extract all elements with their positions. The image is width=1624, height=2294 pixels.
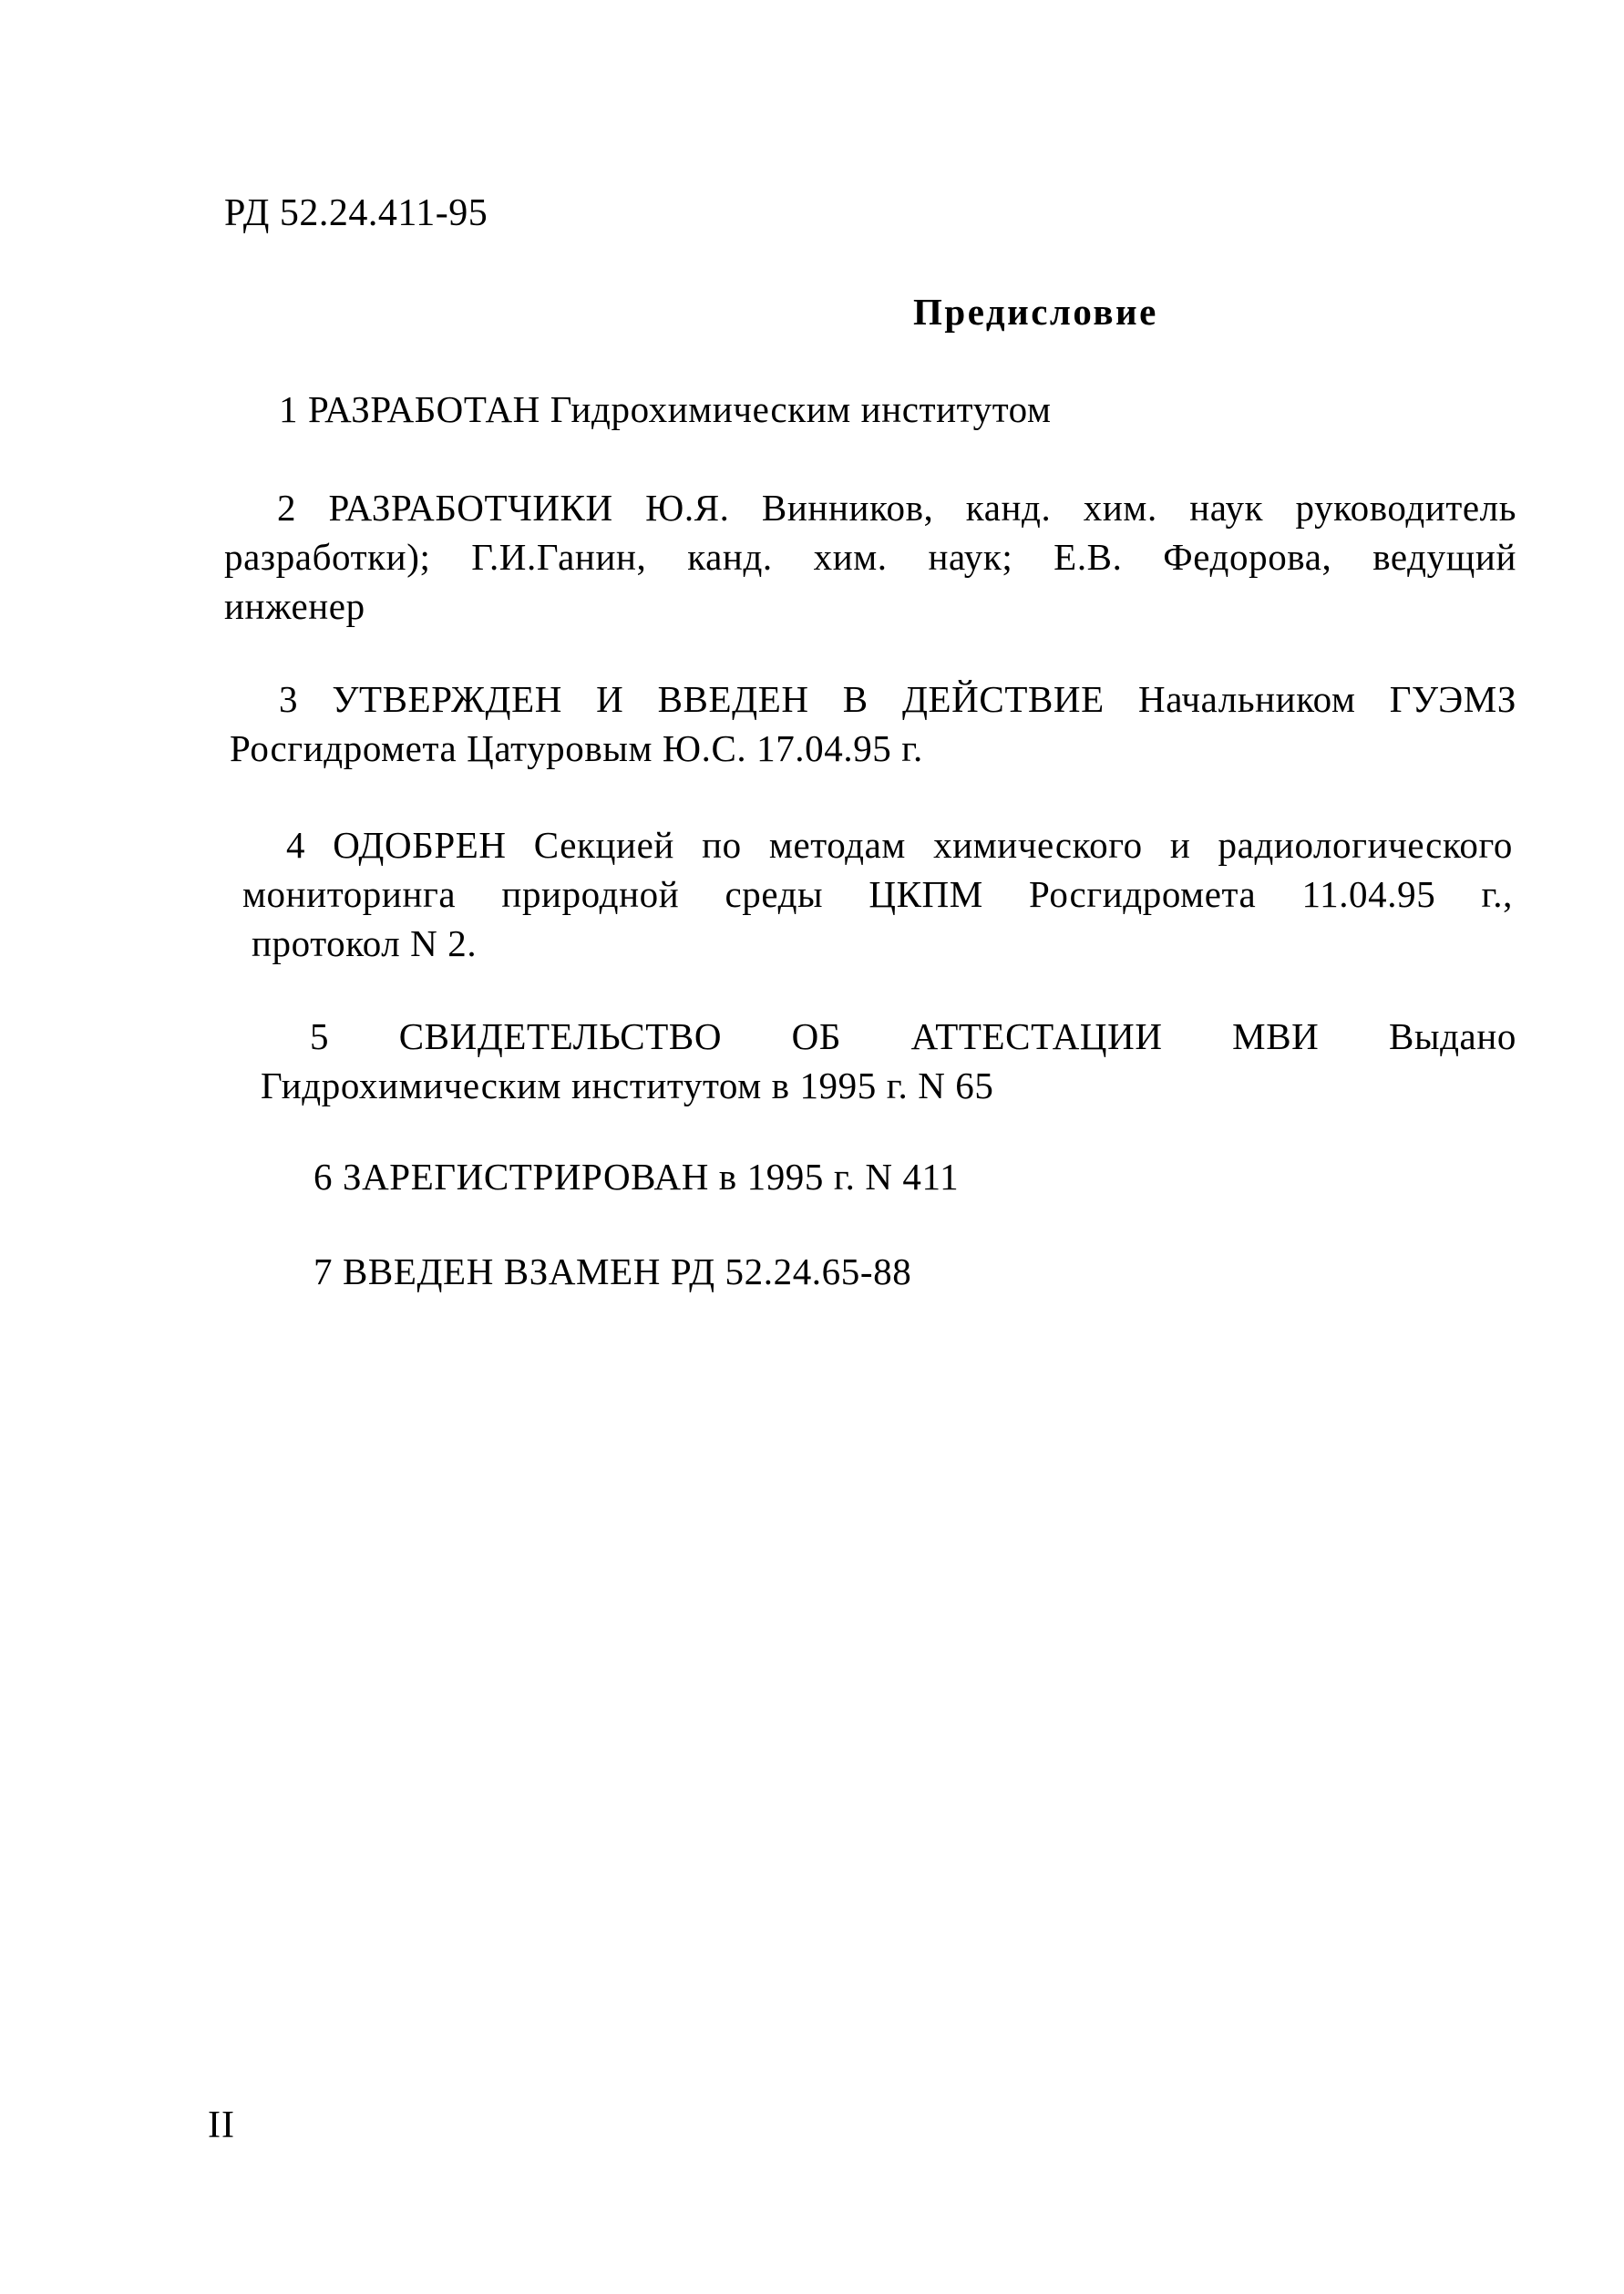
preface-item-4	[239, 820, 1513, 968]
preface-item-4-line-1: 4 ОДОБРЕН Секцией по методам химического и радиологического	[286, 824, 1513, 866]
preface-item-6-line-1: 6 ЗАРЕГИСТРИРОВАН в 1995 г. N 411	[313, 1156, 960, 1198]
preface-item-2-line-1: 2 РАЗРАБОТЧИКИ Ю.Я. Винников, канд. хим. наук руководитель	[277, 487, 1516, 529]
preface-item-3-line-1: 3 УТВЕРЖДЕН И ВВЕДЕН В ДЕЙСТВИЕ Начальником ГУЭМЗ	[279, 678, 1516, 720]
document-code: РД 52.24.411-95	[224, 192, 488, 234]
preface-item-5-line-2: Гидрохимическим институтом в 1995 г. N 65	[261, 1065, 994, 1106]
preface-item-1-line-1: 1 РАЗРАБОТАН Гидрохимическим институтом	[279, 388, 1052, 430]
page-number: II	[208, 2104, 235, 2146]
preface-item-2	[224, 483, 1516, 631]
preface-item-4-line-2: мониторинга природной среды ЦКПМ Росгидромета 11.04.95 г.,	[242, 873, 1513, 915]
preface-item-5	[261, 1012, 1516, 1110]
preface-item-6	[313, 1152, 1134, 1201]
preface-item-2-line-2: разработки); Г.И.Ганин, канд. хим. наук; Е.В. Федорова, ведущий	[224, 536, 1516, 578]
preface-item-5-line-1: 5 СВИДЕТЕЛЬСТВО ОБ АТТЕСТАЦИИ МВИ Выдано	[310, 1015, 1516, 1057]
preface-item-7	[313, 1247, 1134, 1296]
preface-item-3-line-2: Росгидромета Цатуровым Ю.С. 17.04.95 г.	[230, 727, 923, 769]
preface-item-2-line-3: инженер	[224, 585, 365, 627]
preface-item-3	[230, 674, 1516, 773]
preface-item-1	[279, 385, 1154, 434]
preface-item-7-line-1: 7 ВВЕДЕН ВЗАМЕН РД 52.24.65-88	[313, 1250, 912, 1292]
preface-item-4-line-3: протокол N 2.	[252, 922, 478, 964]
page-title: Предисловие	[913, 291, 1158, 333]
